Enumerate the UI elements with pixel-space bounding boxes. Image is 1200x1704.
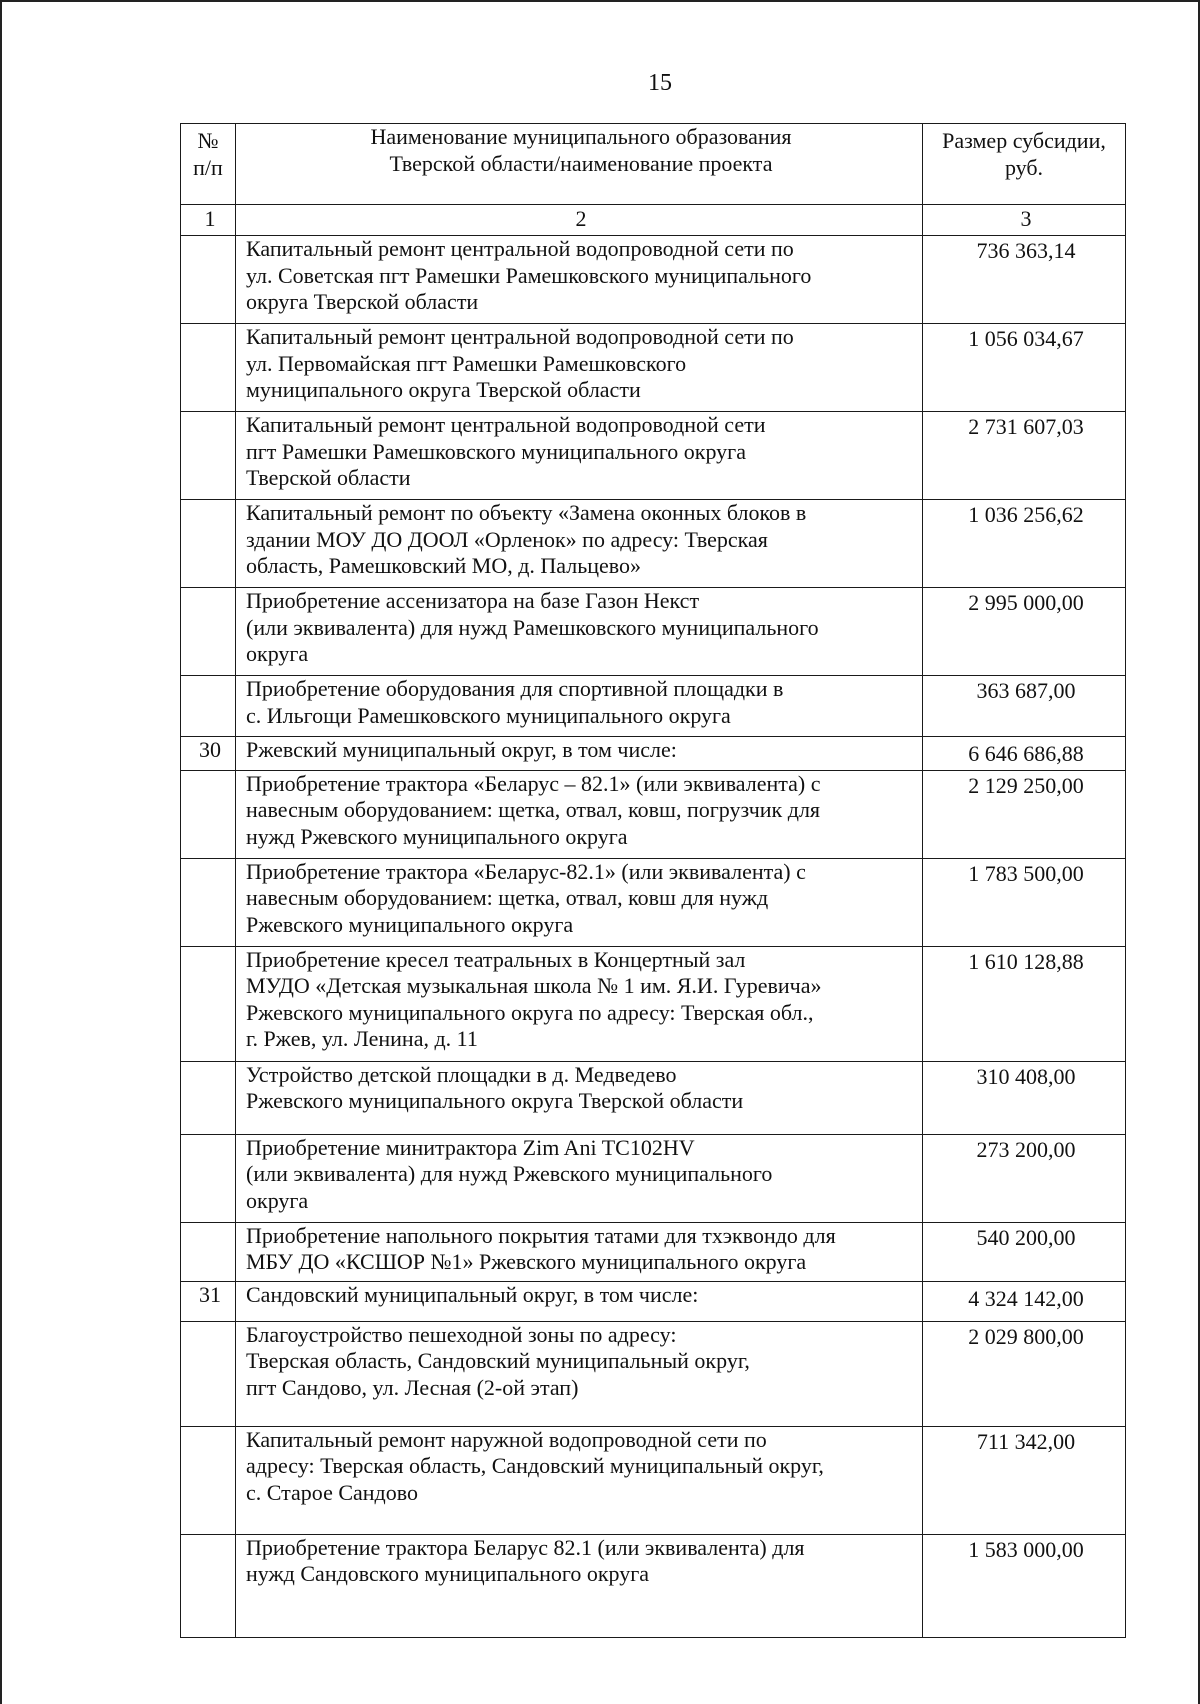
row-number-cell <box>181 1534 236 1637</box>
project-name-cell: Приобретение минитрактора Zim Ani TC102HV (или эквивалента) для нужд Ржевского муниципального округа <box>236 1134 923 1222</box>
project-name-cell: Благоустройство пешеходной зоны по адресу: Тверская область, Сандовский муниципальный округ, пгт Сандово, ул. Лесная (2-ой этап) <box>236 1321 923 1426</box>
project-name-cell: Приобретение трактора Беларус 82.1 (или эквивалента) для нужд Сандовского муниципального округа <box>236 1534 923 1637</box>
row-number-cell: 31 <box>181 1281 236 1321</box>
table-row <box>181 676 1126 737</box>
table-row <box>181 1281 1126 1321</box>
subsidy-amount-cell: 273 200,00 <box>923 1134 1126 1222</box>
row-number-cell <box>181 412 236 500</box>
subsidy-amount-cell: 6 646 686,88 <box>923 737 1126 771</box>
subsidy-amount-cell: 2 129 250,00 <box>923 770 1126 858</box>
subsidy-amount-cell: 2 029 800,00 <box>923 1321 1126 1426</box>
project-name-cell: Сандовский муниципальный округ, в том числе: <box>236 1281 923 1321</box>
table-row <box>181 1321 1126 1426</box>
project-name-cell: Капитальный ремонт центральной водопроводной сети пгт Рамешки Рамешковского муниципального округа Тверской области <box>236 412 923 500</box>
table-row <box>181 1134 1126 1222</box>
subsidy-amount-cell: 1 583 000,00 <box>923 1534 1126 1637</box>
table-row <box>181 324 1126 412</box>
project-name-cell: Капитальный ремонт центральной водопроводной сети по ул. Первомайская пгт Рамешки Рамешковского муниципального округа Тверской области <box>236 324 923 412</box>
table-row <box>181 1061 1126 1134</box>
column-number-2: 2 <box>236 205 923 236</box>
project-name-cell: Приобретение ассенизатора на базе Газон Некст (или эквивалента) для нужд Рамешковского муниципального округа <box>236 588 923 676</box>
subsidy-amount-cell: 1 056 034,67 <box>923 324 1126 412</box>
subsidy-amount-cell: 736 363,14 <box>923 236 1126 324</box>
row-number-cell <box>181 236 236 324</box>
project-name-cell: Приобретение оборудования для спортивной площадки в с. Ильгощи Рамешковского муниципального округа <box>236 676 923 737</box>
table-row <box>181 500 1126 588</box>
page-number: 15 <box>648 70 672 96</box>
row-number-cell: 30 <box>181 737 236 771</box>
row-number-cell <box>181 1426 236 1534</box>
subsidy-amount-cell: 4 324 142,00 <box>923 1281 1126 1321</box>
subsidy-table <box>180 123 1126 1638</box>
row-number-cell <box>181 946 236 1061</box>
table-row <box>181 236 1126 324</box>
table-row <box>181 946 1126 1061</box>
scan-edge-left <box>0 0 2 1704</box>
project-name-cell: Приобретение трактора «Беларус-82.1» (или эквивалента) с навесным оборудованием: щетка, отвал, ковш для нужд Ржевского муниципального округа <box>236 858 923 946</box>
row-number-cell <box>181 676 236 737</box>
table-row <box>181 737 1126 771</box>
table-row <box>181 1534 1126 1637</box>
row-number-cell <box>181 1134 236 1222</box>
project-name-cell: Ржевский муниципальный округ, в том числе: <box>236 737 923 771</box>
table-row <box>181 412 1126 500</box>
project-name-cell: Капитальный ремонт по объекту «Замена оконных блоков в здании МОУ ДО ДООЛ «Орленок» по адресу: Тверская область, Рамешковский МО, д. Пальцево» <box>236 500 923 588</box>
row-number-cell <box>181 1061 236 1134</box>
subsidy-amount-cell: 310 408,00 <box>923 1061 1126 1134</box>
row-number-cell <box>181 1222 236 1281</box>
subsidy-amount-cell: 540 200,00 <box>923 1222 1126 1281</box>
column-number-3: 3 <box>923 205 1126 236</box>
row-number-cell <box>181 588 236 676</box>
table-header-row <box>181 124 1126 205</box>
project-name-cell: Приобретение трактора «Беларус – 82.1» (или эквивалента) с навесным оборудованием: щетка, отвал, ковш, погрузчик для нужд Ржевского муниципального округа <box>236 770 923 858</box>
scan-edge-top <box>0 0 1200 2</box>
project-name-cell: Капитальный ремонт центральной водопроводной сети по ул. Советская пгт Рамешки Рамешковского муниципального округа Тверской области <box>236 236 923 324</box>
project-name-cell: Приобретение напольного покрытия татами для тхэквондо для МБУ ДО «КСШОР №1» Ржевского муниципального округа <box>236 1222 923 1281</box>
project-name-cell: Устройство детской площадки в д. Медведево Ржевского муниципального округа Тверской области <box>236 1061 923 1134</box>
column-number-1: 1 <box>181 205 236 236</box>
table-row <box>181 588 1126 676</box>
header-number: № п/п <box>181 124 236 205</box>
table-row <box>181 1222 1126 1281</box>
subsidy-amount-cell: 2 731 607,03 <box>923 412 1126 500</box>
subsidy-amount-cell: 363 687,00 <box>923 676 1126 737</box>
row-number-cell <box>181 770 236 858</box>
column-numbers-row <box>181 205 1126 236</box>
project-name-cell: Приобретение кресел театральных в Концертный зал МУДО «Детская музыкальная школа № 1 им. Я.И. Гуревича» Ржевского муниципального округа по адресу: Тверская обл., г. Ржев, ул. Ленина, д. 11 <box>236 946 923 1061</box>
subsidy-amount-cell: 1 610 128,88 <box>923 946 1126 1061</box>
project-name-cell: Капитальный ремонт наружной водопроводной сети по адресу: Тверская область, Сандовский муниципальный округ, с. Старое Сандово <box>236 1426 923 1534</box>
row-number-cell <box>181 324 236 412</box>
row-number-cell <box>181 858 236 946</box>
table-row <box>181 1426 1126 1534</box>
subsidy-amount-cell: 1 783 500,00 <box>923 858 1126 946</box>
table-row <box>181 770 1126 858</box>
header-name: Наименование муниципального образования Тверской области/наименование проекта <box>236 124 923 205</box>
row-number-cell <box>181 1321 236 1426</box>
table-row <box>181 858 1126 946</box>
row-number-cell <box>181 500 236 588</box>
header-amount: Размер субсидии, руб. <box>923 124 1126 205</box>
subsidy-amount-cell: 2 995 000,00 <box>923 588 1126 676</box>
subsidy-amount-cell: 711 342,00 <box>923 1426 1126 1534</box>
subsidy-amount-cell: 1 036 256,62 <box>923 500 1126 588</box>
